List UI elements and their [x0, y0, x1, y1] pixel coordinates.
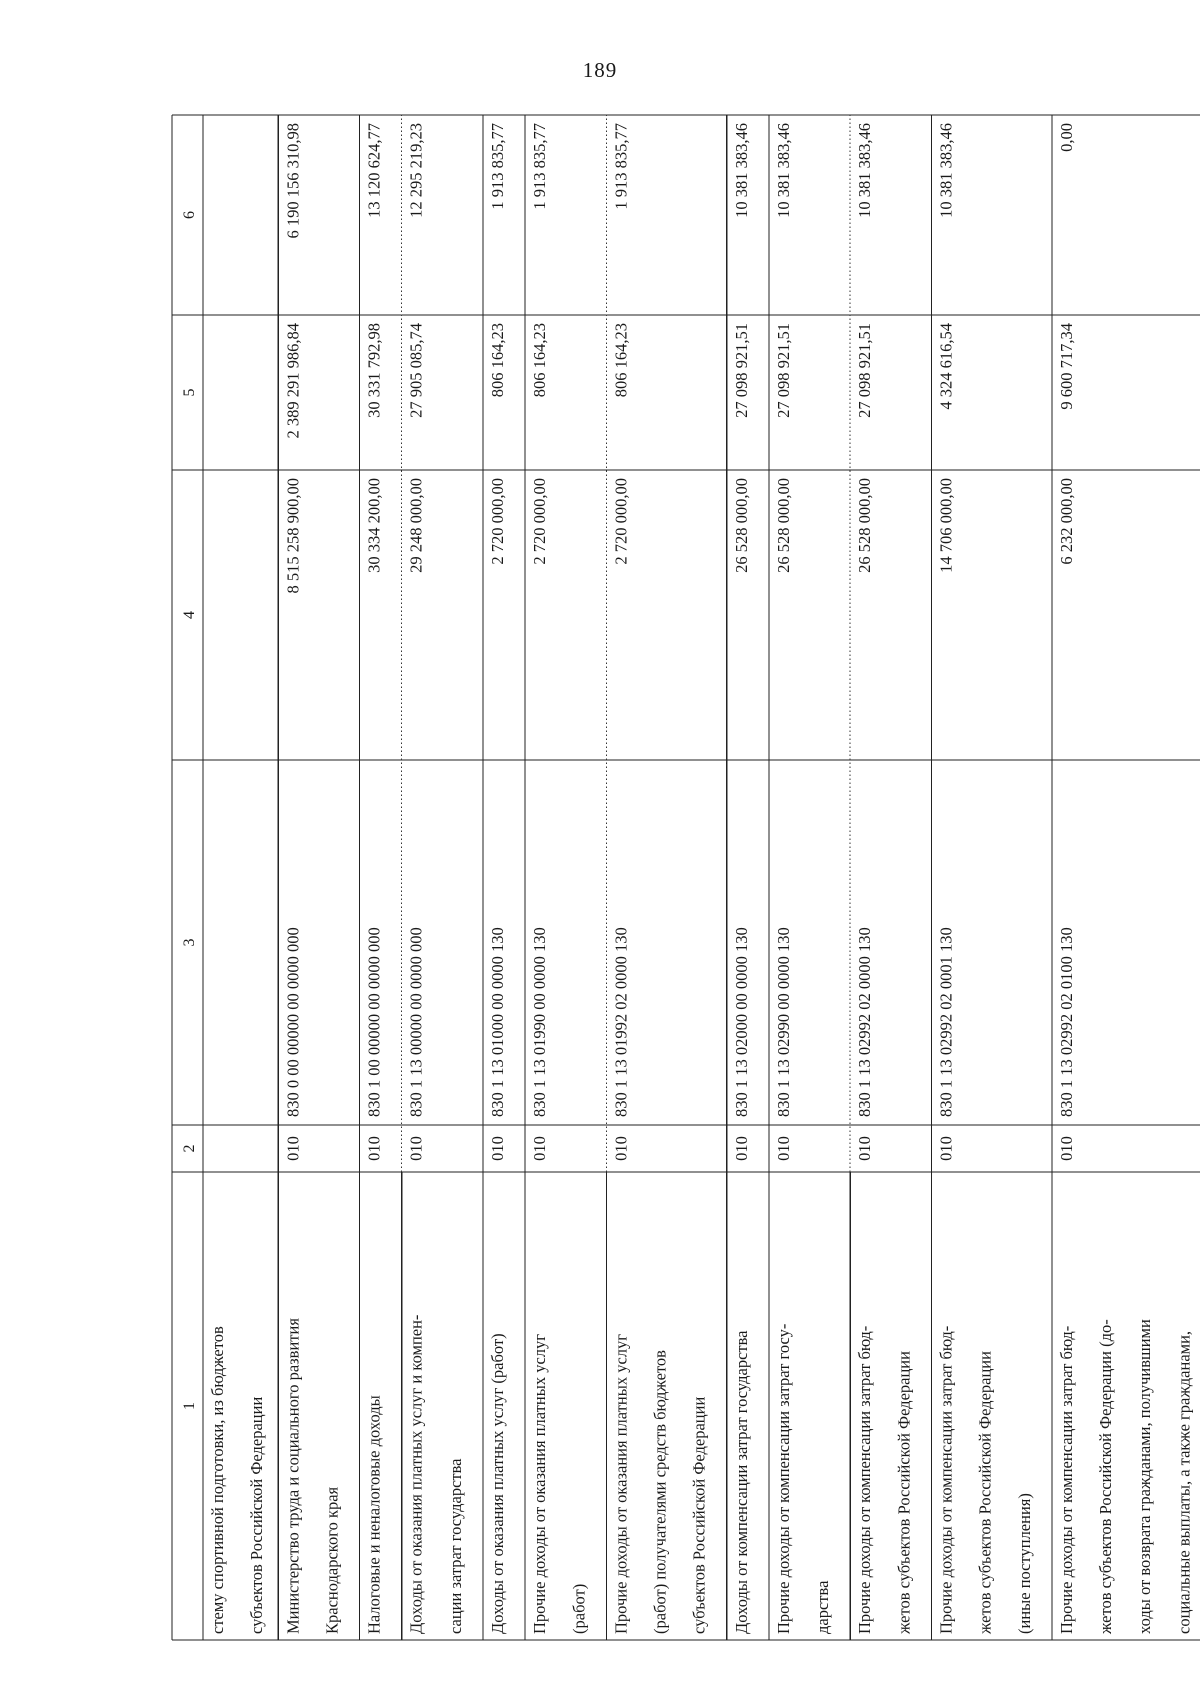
row-actual-amount: 9 600 717,34	[1056, 323, 1076, 410]
row-plan-amount: 2 720 000,00	[488, 478, 508, 565]
row-budget-code: 830 1 13 02000 00 0000 130	[731, 927, 751, 1117]
row-description: (работ)	[569, 1583, 589, 1634]
row-budget-code: 830 1 13 01990 00 0000 130	[530, 927, 550, 1117]
row-budget-code: 830 1 13 02992 02 0100 130	[1056, 927, 1076, 1117]
page-number: 189	[582, 58, 618, 82]
row-code: 010	[364, 1136, 384, 1161]
row-budget-code: 830 1 13 02992 02 0001 130	[936, 927, 956, 1117]
table-grid	[172, 115, 1200, 1640]
row-budget-code: 830 0 00 00000 00 0000 000	[283, 927, 303, 1117]
row-code: 010	[611, 1136, 631, 1161]
row-plan-amount: 8 515 258 900,00	[283, 478, 303, 594]
row-remaining-amount: 6 190 156 310,98	[283, 123, 303, 239]
row-description: Прочие доходы от компенсации затрат госу-	[773, 1323, 793, 1634]
column-header: 6	[181, 211, 198, 219]
row-description: Прочие доходы от оказания платных услуг	[530, 1333, 550, 1634]
row-description: субъектов Российской Федерации	[247, 1396, 267, 1634]
row-code: 010	[488, 1136, 508, 1161]
row-description: Прочие доходы от оказания платных услуг	[611, 1333, 631, 1634]
row-description: сации затрат государства	[445, 1458, 465, 1634]
row-budget-code: 830 1 13 01992 02 0000 130	[611, 927, 631, 1117]
row-code: 010	[773, 1136, 793, 1161]
row-actual-amount: 4 324 616,54	[936, 323, 956, 410]
row-actual-amount: 27 905 085,74	[406, 323, 426, 418]
row-code: 010	[283, 1136, 303, 1161]
row-remaining-amount: 1 913 835,77	[611, 123, 631, 210]
row-actual-amount: 806 164,23	[611, 323, 631, 398]
row-code: 010	[530, 1136, 550, 1161]
row-description: Прочие доходы от компенсации затрат бюд-	[855, 1325, 875, 1634]
row-plan-amount: 30 334 200,00	[364, 478, 384, 573]
row-description: стему спортивной подготовки, из бюджетов	[208, 1326, 227, 1634]
row-description: жетов субъектов Российской Федерации	[894, 1351, 914, 1634]
row-description: Прочие доходы от компенсации затрат бюд-	[1056, 1325, 1076, 1634]
column-header: 2	[181, 1144, 198, 1153]
row-actual-amount: 2 389 291 986,84	[283, 323, 303, 439]
row-actual-amount: 30 331 792,98	[364, 323, 384, 418]
row-actual-amount: 27 098 921,51	[855, 323, 875, 418]
row-remaining-amount: 12 295 219,23	[406, 123, 426, 218]
column-header: 4	[181, 611, 198, 619]
row-code: 010	[406, 1136, 426, 1161]
row-budget-code: 830 1 13 02990 00 0000 130	[773, 927, 793, 1117]
row-budget-code: 830 1 00 00000 00 0000 000	[364, 927, 384, 1117]
row-description: Краснодарского края	[322, 1486, 342, 1634]
row-plan-amount: 2 720 000,00	[611, 478, 631, 565]
row-remaining-amount: 10 381 383,46	[731, 123, 751, 218]
row-description: субъектов Российской Федерации	[689, 1396, 709, 1634]
row-description: жетов субъектов Российской Федерации	[975, 1351, 995, 1634]
rotated-page-table	[172, 115, 1200, 1640]
row-budget-code: 830 1 13 02992 02 0000 130	[855, 927, 875, 1117]
row-code: 010	[731, 1136, 751, 1161]
row-budget-code: 830 1 13 00000 00 0000 000	[406, 927, 426, 1117]
column-header: 5	[181, 388, 198, 397]
row-description: Налоговые и неналоговые доходы	[364, 1395, 384, 1634]
row-code: 010	[1056, 1136, 1076, 1161]
row-remaining-amount: 10 381 383,46	[773, 123, 793, 218]
row-description: жетов субъектов Российской Федерации (до-	[1096, 1319, 1116, 1634]
row-remaining-amount: 0,00	[1056, 123, 1076, 152]
row-actual-amount: 806 164,23	[488, 323, 508, 398]
row-description: Доходы от компенсации затрат государства	[731, 1330, 751, 1634]
row-remaining-amount: 10 381 383,46	[855, 123, 875, 218]
row-plan-amount: 26 528 000,00	[855, 478, 875, 573]
row-code: 010	[936, 1136, 956, 1161]
row-plan-amount: 14 706 000,00	[936, 478, 956, 573]
column-header: 1	[181, 1402, 198, 1410]
row-remaining-amount: 1 913 835,77	[530, 123, 550, 210]
row-description: ходы от возврата гражданами, получившими	[1135, 1319, 1155, 1634]
column-header: 3	[181, 938, 198, 947]
row-plan-amount: 26 528 000,00	[731, 478, 751, 573]
table-cells	[181, 123, 1200, 1635]
row-description: Доходы от оказания платных услуг и компен-	[406, 1314, 426, 1634]
row-plan-amount: 6 232 000,00	[1056, 478, 1076, 565]
row-description: Доходы от оказания платных услуг (работ)	[488, 1333, 508, 1634]
row-description: Прочие доходы от компенсации затрат бюд-	[936, 1325, 956, 1634]
row-description: социальные выплаты, а также гражданами,	[1174, 1330, 1194, 1634]
row-plan-amount: 26 528 000,00	[773, 478, 793, 573]
row-description: (иные поступления)	[1014, 1493, 1034, 1634]
row-remaining-amount: 1 913 835,77	[488, 123, 508, 210]
row-actual-amount: 806 164,23	[530, 323, 550, 398]
row-code: 010	[855, 1136, 875, 1161]
row-remaining-amount: 13 120 624,77	[364, 123, 384, 218]
row-plan-amount: 2 720 000,00	[530, 478, 550, 565]
row-actual-amount: 27 098 921,51	[773, 323, 793, 418]
row-description: (работ) получателями средств бюджетов	[650, 1350, 670, 1634]
row-description: дарства	[813, 1580, 833, 1634]
row-remaining-amount: 10 381 383,46	[936, 123, 956, 218]
row-description: Министерство труда и социального развития	[283, 1318, 303, 1634]
row-actual-amount: 27 098 921,51	[731, 323, 751, 418]
row-plan-amount: 29 248 000,00	[406, 478, 426, 573]
row-budget-code: 830 1 13 01000 00 0000 130	[488, 927, 508, 1117]
